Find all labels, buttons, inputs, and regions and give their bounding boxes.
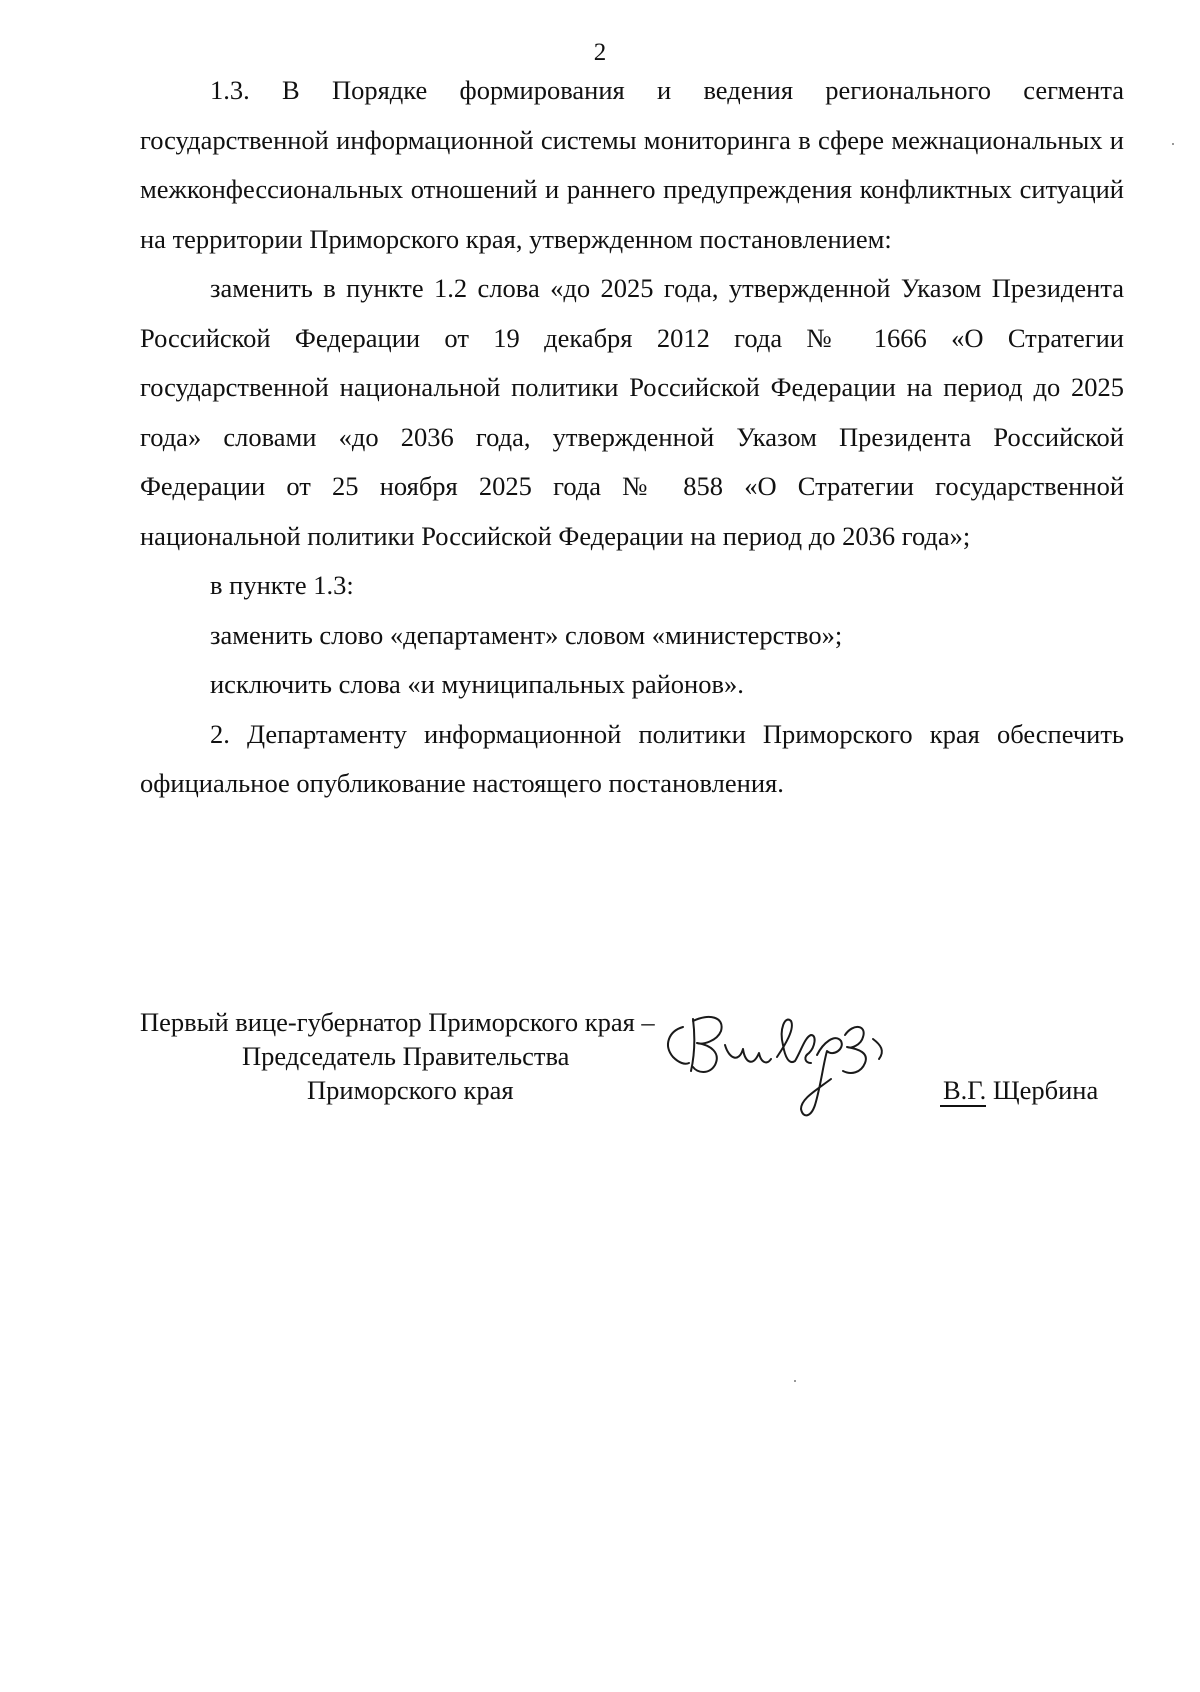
signatory-position-line-1: Первый вице-губернатор Приморского края – — [140, 1007, 655, 1037]
signature-block — [140, 1005, 1140, 1135]
page-number: 2 — [593, 39, 607, 66]
scan-speck — [794, 1380, 796, 1382]
signature-underline — [940, 1105, 986, 1107]
signatory-position-line-2: Председатель Правительства — [242, 1041, 570, 1071]
paragraph-2-publication: 2. Департаменту информационной политики Приморского края обеспечить официальное опубликование настоящего постановления. — [140, 718, 1124, 798]
scan-speck — [1172, 143, 1174, 145]
handwritten-signature — [655, 1005, 905, 1135]
paragraph-replace-strategy: заменить в пункте 1.2 слова «до 2025 года, утвержденной Указом Президента Российской Федерации от 19 декабря 2012 года № 1666 «О Стратегии государственной национальной политики Российской Федерации на период до 2025 года» словами «до 2036 года, утвержденной Указом Президента Российской Федерации от 25 ноября 2025 года № 858 «О Стратегии государственной национальной политики Российской Федерации на период до 2036 года»; — [140, 273, 1124, 551]
signatory-name: В.Г. Щербина — [943, 1075, 1099, 1105]
signatory-position-line-3: Приморского края — [307, 1075, 514, 1105]
document-body — [140, 66, 1124, 809]
paragraph-replace-word: заменить слово «департамент» словом «министерство»; — [210, 619, 843, 650]
paragraph-in-point-1-3: в пункте 1.3: — [210, 570, 354, 600]
paragraph-exclude-words: исключить слова «и муниципальных районов». — [210, 669, 744, 699]
paragraph-1-3-procedure: 1.3. В Порядке формирования и ведения регионального сегмента государственной информационной системы мониторинга в сфере межнациональных и межконфессиональных отношений и раннего предупреждения конфликтных ситуаций на территории Приморского края, утвержденном постановлением: — [140, 75, 1124, 254]
